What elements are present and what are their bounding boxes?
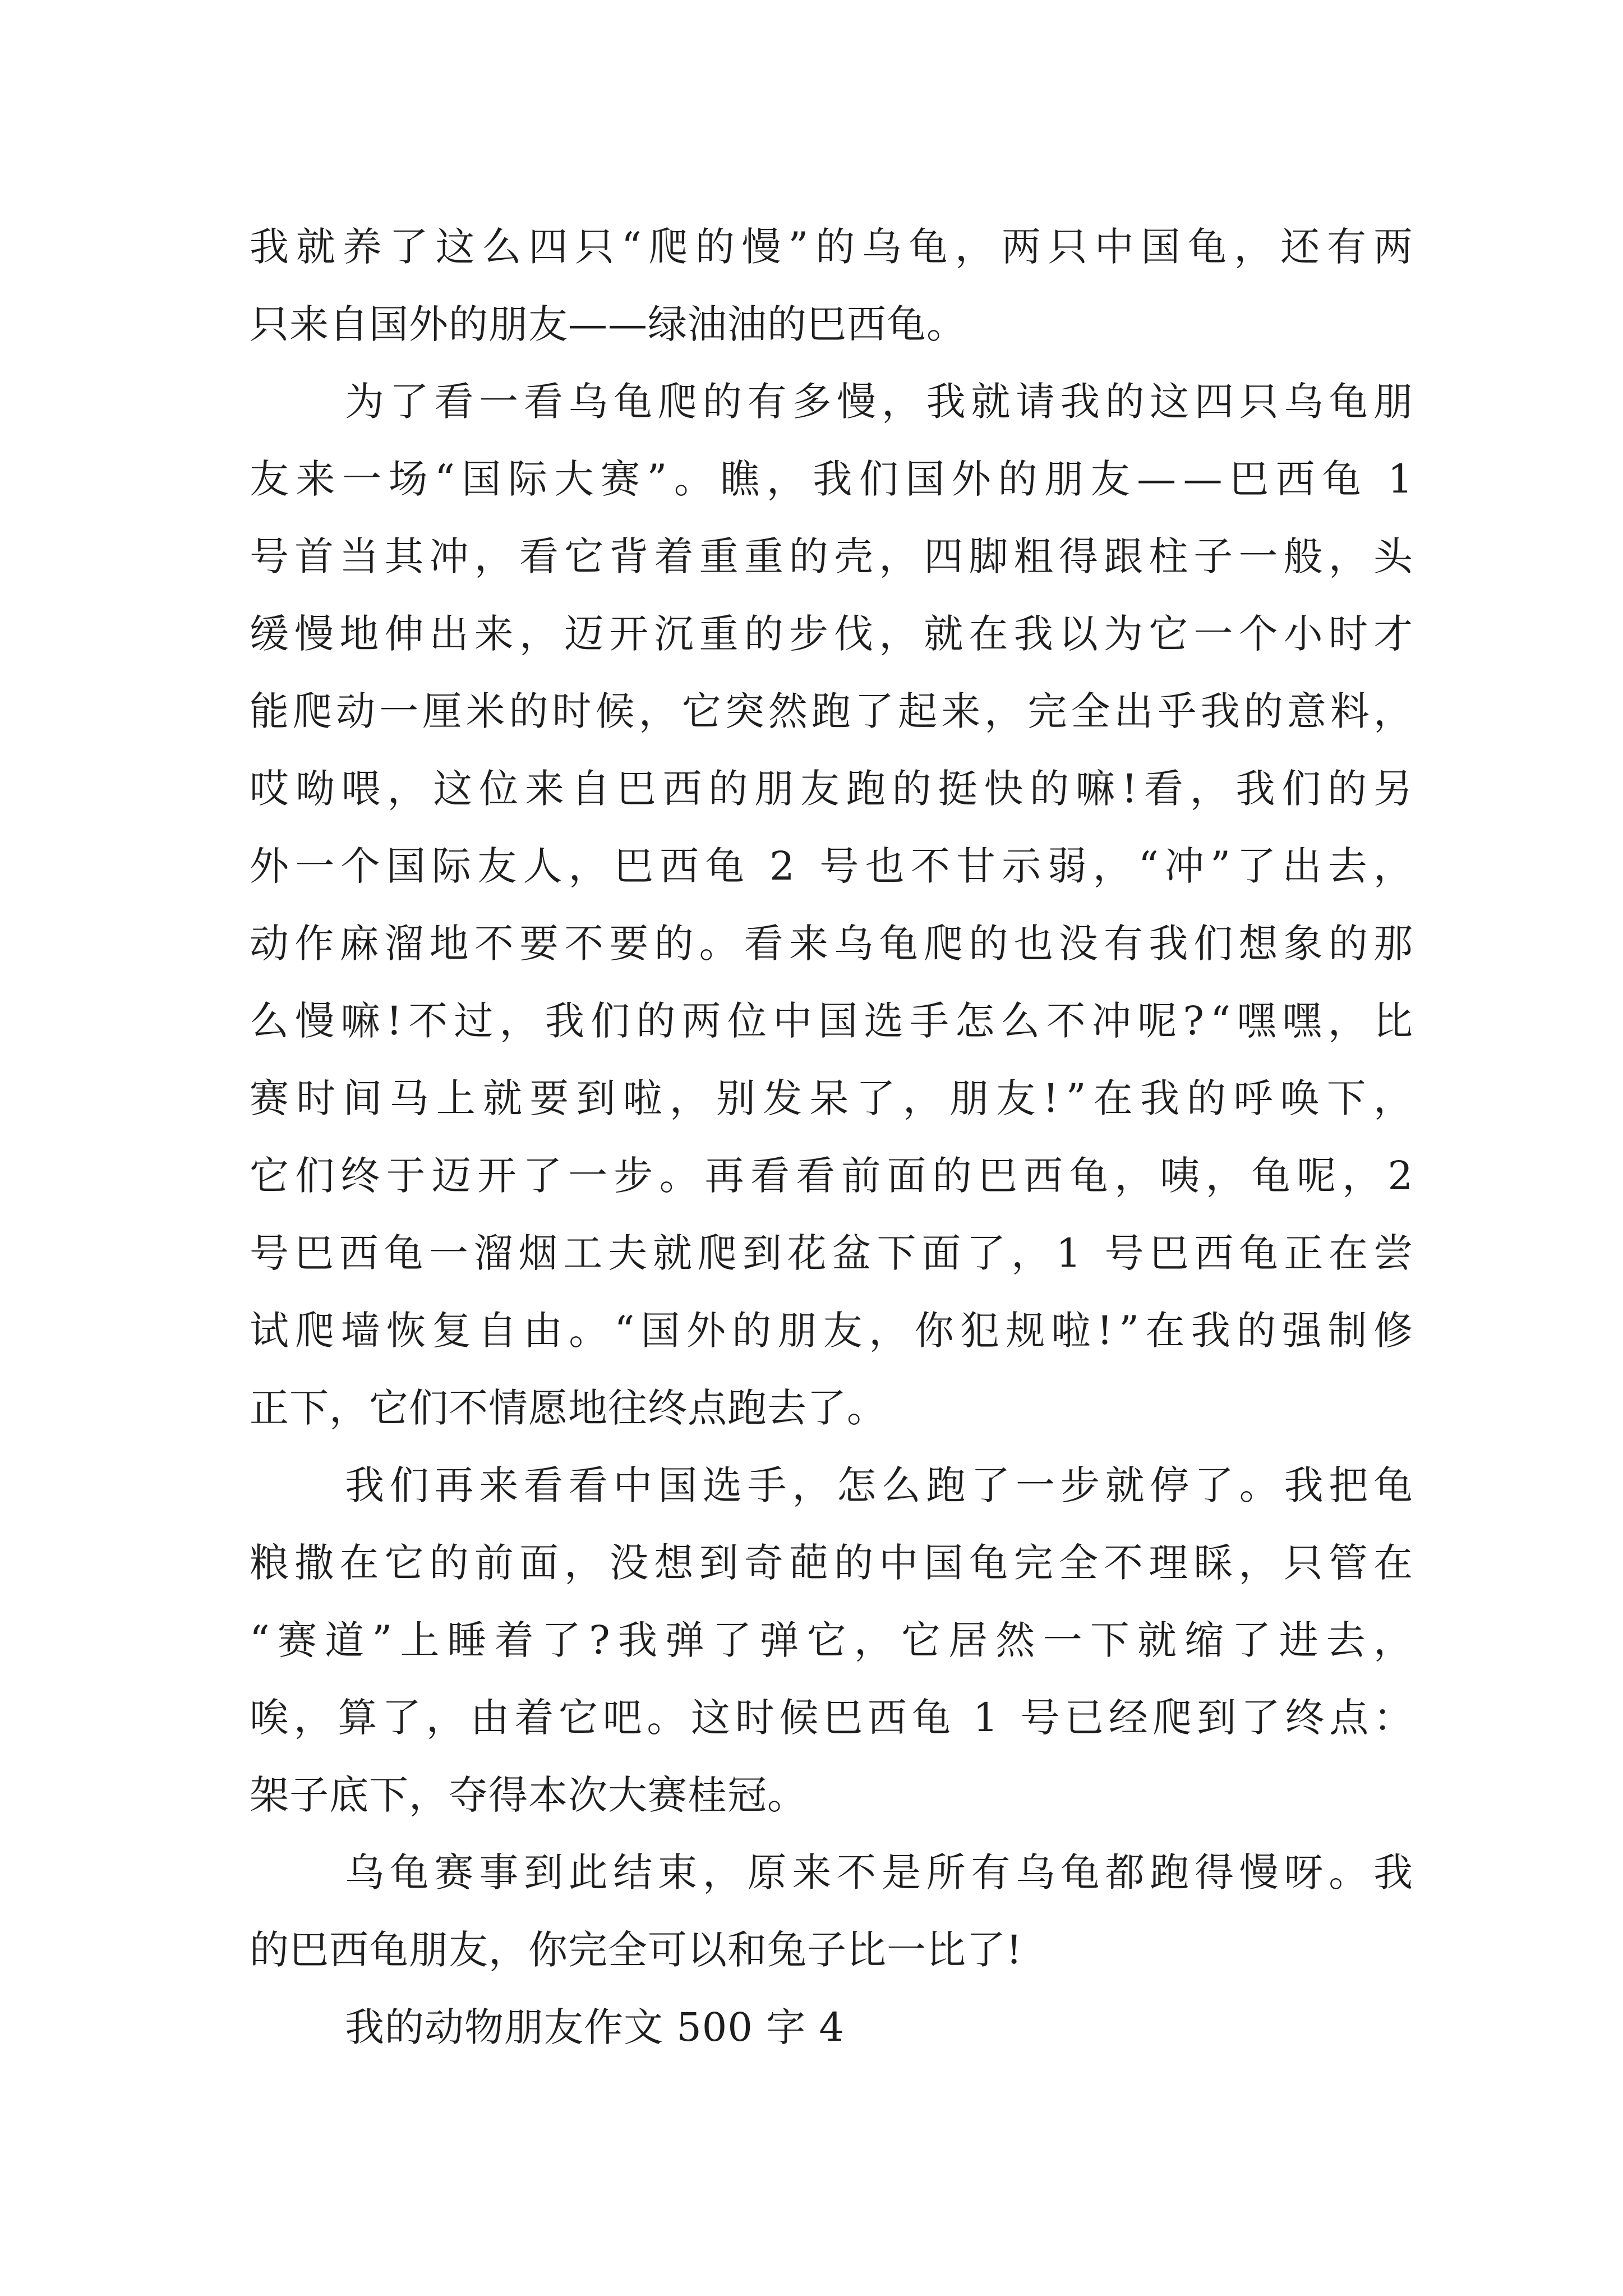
- text-line: 唉，算了，由着它吧。这时候巴西龟 1 号已经爬到了终点：: [250, 1695, 1418, 1741]
- text-line: 缓慢地伸出来，迈开沉重的步伐，就在我以为它一个小时才: [250, 611, 1419, 657]
- text-line: 号巴西龟一溜烟工夫就爬到花盆下面了，1 号巴西龟正在尝: [250, 1230, 1418, 1276]
- text-line: 动作麻溜地不要不要的。看来乌龟爬的也没有我们想象的那: [250, 921, 1419, 967]
- document-body-text: [250, 0, 1421, 2296]
- text-line: 粮撒在它的前面，没想到奇葩的中国龟完全不理睬，只管在: [250, 1540, 1419, 1586]
- text-line: 我的动物朋友作文 500 字 4: [345, 2004, 845, 2050]
- text-line: 哎呦喂，这位来自巴西的朋友跑的挺快的嘛!看，我们的另: [250, 766, 1419, 812]
- text-line: 乌龟赛事到此结束，原来不是所有乌龟都跑得慢呀。我: [345, 1849, 1418, 1895]
- text-line: 么慢嘛!不过，我们的两位中国选手怎么不冲呢?“嘿嘿，比: [250, 998, 1419, 1044]
- text-line: 友来一场“国际大赛”。瞧，我们国外的朋友——巴西龟 1: [250, 456, 1420, 502]
- text-line: 号首当其冲，看它背着重重的壳，四脚粗得跟柱子一般，头: [250, 533, 1419, 579]
- text-line: 的巴西龟朋友，你完全可以和兔子比一比了!: [250, 1927, 1023, 1973]
- text-line: 我就养了这么四只“爬的慢”的乌龟，两只中国龟，还有两: [250, 224, 1420, 270]
- text-line: 只来自国外的朋友——绿油油的巴西龟。: [250, 301, 966, 347]
- text-line: “赛道”上睡着了?我弹了弹它，它居然一下就缩了进去，: [250, 1617, 1421, 1663]
- text-line: 赛时间马上就要到啦，别发呆了，朋友!”在我的呼唤下，: [250, 1075, 1421, 1121]
- text-line: 我们再来看看中国选手，怎么跑了一步就停了。我把龟: [345, 1462, 1418, 1508]
- text-line: 为了看一看乌龟爬的有多慢，我就请我的这四只乌龟朋: [345, 379, 1418, 425]
- text-line: 能爬动一厘米的时候，它突然跑了起来，完全出乎我的意料，: [250, 688, 1417, 734]
- text-line: 外一个国际友人，巴西龟 2 号也不甘示弱，“冲”了出去，: [250, 843, 1419, 889]
- text-line: 它们终于迈开了一步。再看看前面的巴西龟，咦，龟呢，2: [250, 1153, 1419, 1199]
- text-line: 架子底下，夺得本次大赛桂冠。: [250, 1772, 807, 1818]
- text-line: 正下，它们不情愿地往终点跑去了。: [250, 1385, 887, 1431]
- text-line: 试爬墙恢复自由。“国外的朋友，你犯规啦!”在我的强制修: [250, 1308, 1419, 1354]
